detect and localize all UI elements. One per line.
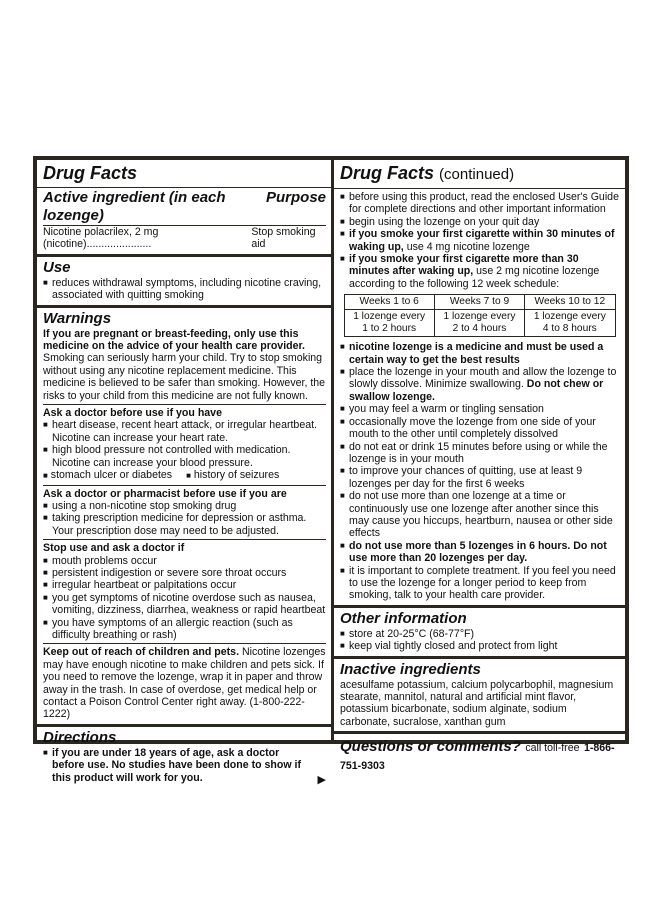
list-item: ■ it is important to complete treatment. If you feel you need to use the lozenge for a longer period to keep from smoking, talk to your health care provider. (340, 564, 616, 602)
ingredient-text: Nicotine polacrilex, 2 mg (nicotine)...................... (43, 226, 159, 251)
continued-title-section (334, 160, 625, 189)
list-item: ■ heart disease, recent heart attack, or irregular heartbeat. Nicotine can increase your heart rate. (43, 419, 317, 444)
ask-doctor-heading: Ask a doctor before use if you have (43, 407, 222, 420)
list-item-inline: ■ stomach ulcer or diabetes ■ history of seizures (43, 469, 280, 482)
list-item: ■ occasionally move the lozenge from one side of your mouth to the other until completely dissolved (340, 415, 596, 441)
ask-pharmacist-heading: Ask a doctor or pharmacist before use if you are (43, 487, 287, 500)
continue-arrow-icon: ▶ (317, 773, 326, 786)
list-item: ■ mouth problems occur (43, 554, 157, 567)
stop-use-block (43, 542, 326, 644)
phone-number: 1-866-751-9303 (340, 742, 615, 773)
list-item: ■ using a non-nicotine stop smoking drug (43, 499, 237, 512)
other-information-heading: Other information (340, 609, 467, 627)
ask-pharmacist-block (43, 488, 326, 541)
list-item: ■ irregular heartbeat or palpitations occur (43, 579, 237, 592)
pregnancy-warning: If you are pregnant or breast-feeding, only use this medicine on the advice of your health care provider. Smoking can seriously harm your child. Try to stop smoking without using any nicotine replacement medicine. This medicine is believed to be safer than smoking. However, the risks to your child from this medicine are not fully known. (43, 328, 326, 405)
list-item: ■ keep vial tightly closed and protect from light (340, 640, 558, 653)
title-section (37, 160, 332, 188)
use-section (37, 257, 332, 308)
inactive-ingredients-heading: Inactive ingredients (340, 660, 481, 678)
list-item: ■ if you smoke your first cigarette within 30 minutes of waking up, use 4 mg nicotine lozenge (340, 228, 615, 253)
list-item: ■ if you smoke your first cigarette more than 30 minutes after waking up, use 2 mg nicotine lozenge according to the following 12 week schedule: (340, 253, 600, 290)
directions-continued-section (334, 189, 625, 608)
warnings-section (37, 308, 332, 727)
inactive-ingredients-section (334, 659, 625, 735)
other-information-section (334, 608, 625, 659)
stop-use-heading: Stop use and ask a doctor if (43, 542, 185, 555)
list-item: ■ to improve your chances of quitting, use at least 9 lozenges per day for the first 6 weeks (340, 465, 583, 490)
children-warning: Keep out of reach of children and pets. Nicotine lozenges may have enough nicotine to make children and pets sick. If you need to remove the lozenge, wrap it in paper and throw away in the trash. In case of overdose, get medical help or contact a Poison Control Center right away. (1-800-222-1222) (43, 646, 326, 721)
purpose-heading: Purpose (265, 189, 326, 206)
inactive-ingredients-text: acesulfame potassium, calcium polycarbophil, magnesium stearate, mannitol, natural and artificial mint flavor, potassium bicarbonate, sodium alginate, sodium carbonate, sucralose, xanthan gum (340, 678, 614, 728)
list-item: ■ begin using the lozenge on your quit day (340, 215, 540, 228)
purpose-text: Stop smoking aid (251, 226, 316, 251)
right-column (334, 160, 625, 773)
list-item: ■ store at 20-25°C (68-77°F) (340, 627, 475, 640)
directions-heading: Directions (43, 728, 117, 746)
list-item: ■ do not use more than 5 lozenges in 6 hours. Do not use more than 20 lozenges per day. (340, 539, 607, 565)
active-ingredient-heading: Active ingredient (in each lozenge) (43, 189, 226, 224)
list-item: ■ nicotine lozenge is a medicine and must be used a certain way to get the best results (340, 341, 604, 366)
list-item: ■ before using this product, read the enclosed User's Guide for complete directions and other important information (340, 191, 619, 216)
list-item: ■ do not use more than one lozenge at a time or continuously use one lozenge after another since this may cause you hiccups, heartburn, nausea or other side effects (340, 490, 613, 540)
list-item: ■ you may feel a warm or tingling sensation (340, 403, 544, 416)
use-item: ■ reduces withdrawal symptoms, including nicotine craving, associated with quitting smoking (43, 276, 322, 302)
directions-section (37, 727, 332, 792)
call-text: call toll-free (525, 742, 580, 755)
drug-facts-panel (33, 156, 629, 786)
list-item: ■ place the lozenge in your mouth and allow the lozenge to slowly dissolve. Minimize swallowing. Do not chew or swallow lozenge. (340, 366, 617, 403)
continued-label: (continued) (439, 166, 515, 183)
questions-heading: Questions or comments? (340, 738, 521, 756)
active-ingredient-section (37, 188, 332, 257)
use-heading: Use (43, 258, 71, 276)
list-item: ■ you get symptoms of nicotine overdose such as nausea, vomiting, dizziness, diarrhea, weakness or rapid heartbeat (43, 591, 326, 617)
warnings-heading: Warnings (43, 309, 112, 327)
drug-facts-continued-title: Drug Facts (340, 163, 435, 183)
questions-section (334, 734, 625, 777)
list-item: ■ high blood pressure not controlled with medication. Nicotine can increase your blood pressure. (43, 444, 291, 469)
list-item: ■ you have symptoms of an allergic reaction (such as difficulty breathing or rash) (43, 616, 293, 641)
list-item: ■ persistent indigestion or severe sore throat occurs (43, 566, 287, 579)
list-item: ■ if you are under 18 years of age, ask a doctor before use. No studies have been done to show if this product will work for you. (43, 746, 301, 784)
table-row: 1 lozenge every 1 to 2 hours 1 lozenge every 2 to 4 hours 1 lozenge every 4 to 8 hours (344, 310, 615, 337)
left-column (37, 160, 332, 786)
list-item: ■ taking prescription medicine for depression or asthma. Your prescription dose may need to be adjusted. (43, 512, 307, 537)
schedule-table (344, 294, 616, 337)
table-row: Weeks 1 to 6 Weeks 7 to 9 Weeks 10 to 12 (344, 295, 615, 310)
drug-facts-title: Drug Facts (43, 163, 138, 183)
ask-doctor-block (43, 407, 326, 485)
list-item: ■ do not eat or drink 15 minutes before using or while the lozenge is in your mouth (340, 440, 608, 465)
